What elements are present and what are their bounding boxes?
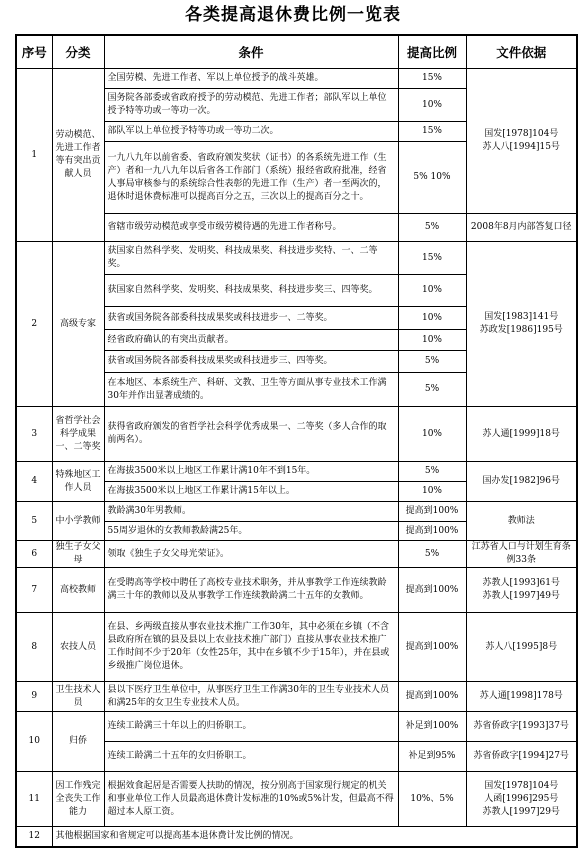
category-cell: 特殊地区工作人员 [52,462,104,502]
category-cell: 独生子女父母 [52,541,104,568]
row-number: 3 [16,407,52,462]
ratio-cell: 提高到100% [398,522,466,541]
table-row [16,407,577,462]
condition-cell: 部队军以上单位授予特等功或一等功二次。 [104,122,398,142]
note-cell: 其他根据国家和省规定可以提高基本退休费计发比例的情况。 [52,827,577,847]
document-line: 苏教人[1997]29号 [482,806,560,817]
category-cell: 因工作残完全丧失工作能力 [52,772,104,827]
document-line: 国发[1978]104号 [484,780,559,791]
category-cell: 高校教师 [52,568,104,613]
row-number: 6 [16,541,52,568]
condition-cell: 获国家自然科学奖、发明奖、科技成果奖、科技进步奖三、四等奖。 [104,275,398,307]
condition-cell: 连续工龄满三十年以上的归侨职工。 [104,712,398,742]
condition-cell: 获省或国务院各部委科技成果奖或科技进步一、二等奖。 [104,307,398,330]
document-cell: 苏省侨政字[1993]37号 [466,712,577,742]
row-number: 2 [16,242,52,407]
ratio-cell: 提高到100% [398,682,466,712]
document-cell [466,69,577,214]
condition-cell: 获省或国务院各部委科技成果奖或科技进步三、四等奖。 [104,351,398,373]
header-row [16,35,577,69]
table-row [16,568,577,613]
document-cell: 苏人八[1995]8号 [466,613,577,682]
condition-cell: 在海拔3500米以上地区工作累计满10年不到15年。 [104,462,398,482]
condition-cell: 连续工龄满二十五年的女归侨职工。 [104,742,398,772]
document-cell [466,242,577,407]
document-cell: 苏省侨政字[1994]27号 [466,742,577,772]
document-line: 苏人八[1994]15号 [482,142,560,152]
table-row [16,541,577,568]
ratio-cell: 补足到95% [398,742,466,772]
condition-cell: 根据效食起居是否需要人扶助的情况，按分别高于国家现行规定的机关和事业单位工作人员最高退休费计发标准的10%或5%计发，但最高不得超过本人原工资。 [104,772,398,827]
row-number: 1 [16,69,52,242]
document-line: 苏教人[1997]49号 [482,591,560,601]
ratio-cell: 10% [398,330,466,351]
table-row [16,772,577,827]
condition-cell: 领取《独生子女父母光荣证》。 [104,541,398,568]
document-cell: 2008年8月内部答复口径 [466,214,577,242]
document-cell: 苏人通[1999]18号 [466,407,577,462]
ratio-cell: 10% [398,307,466,330]
ratio-cell: 提高到100% [398,502,466,522]
row-number: 9 [16,682,52,712]
document-cell: 江苏省人口与计划生育条例33条 [466,541,577,568]
row-number: 12 [16,827,52,847]
ratio-cell: 10%、5% [398,772,466,827]
ratio-cell: 5% [398,373,466,407]
document-cell: 教师法 [466,502,577,541]
condition-cell: 获国家自然科学奖、发明奖、科技成果奖、科技进步奖特、一、二等奖。 [104,242,398,275]
row-number: 4 [16,462,52,502]
header-condition: 条件 [104,35,398,69]
category-cell: 中小学教师 [52,502,104,541]
condition-cell: 在受聘高等学校中聘任了高校专业技术职务，并从事教学工作连续教龄满三十年的教师以及从事教学工作连续教龄满二十五年的女教师。 [104,568,398,613]
ratio-cell: 5% [398,351,466,373]
condition-cell: 在海拔3500米以上地区工作累计满15年以上。 [104,482,398,502]
condition-cell: 国务院各部委或省政府授予的劳动模范、先进工作者；部队军以上单位授予特等功或一等功一次。 [104,89,398,122]
condition-cell: 在本地区、本系统生产、科研、文教、卫生等方面从事专业技术工作满30年并作出显著成绩的。 [104,373,398,407]
table-row [16,502,577,522]
document-cell [466,568,577,613]
table-row [16,827,577,847]
table-row [16,462,577,482]
row-number: 7 [16,568,52,613]
row-number: 5 [16,502,52,541]
table-row [16,69,577,89]
category-cell: 归侨 [52,712,104,772]
row-number: 11 [16,772,52,827]
ratio-cell: 5% [398,462,466,482]
row-number: 8 [16,613,52,682]
condition-cell: 教龄满30年男教师。 [104,502,398,522]
condition-cell: 省辖市级劳动模范或享受市级劳模待遇的先进工作者称号。 [104,214,398,242]
ratio-cell: 15% [398,69,466,89]
ratio-cell: 15% [398,242,466,275]
document-line: 国发[1983]141号 [484,312,559,322]
condition-cell: 县以下医疗卫生单位中，从事医疗卫生工作满30年的卫生专业技术人员和满25年的女卫生专业技术人员。 [104,682,398,712]
ratio-cell: 5% [398,214,466,242]
document-cell [466,772,577,827]
table-row [16,682,577,712]
ratio-cell: 10% [398,275,466,307]
table-row [16,712,577,742]
condition-cell: 经省政府确认的有突出贡献者。 [104,330,398,351]
header-document: 文件依据 [466,35,577,69]
document-cell: 国办发[1982]96号 [466,462,577,502]
ratio-cell: 补足到100% [398,712,466,742]
row-number: 10 [16,712,52,772]
header-ratio: 提高比例 [398,35,466,69]
ratio-cell: 10% [398,407,466,462]
page-title: 各类提高退休费比例一览表 [185,5,401,25]
condition-cell: 获得省政府颁发的省哲学社会科学优秀成果一、二等奖（多人合作的取前两名）。 [104,407,398,462]
header-no: 序号 [16,35,52,69]
ratio-cell: 15% [398,122,466,142]
ratio-cell: 10% [398,89,466,122]
document-line: 人函[1996]295号 [484,793,559,804]
category-cell: 省哲学社会科学成果一、二等奖 [52,407,104,462]
ratio-cell: 5% [398,541,466,568]
category-cell: 卫生技术人员 [52,682,104,712]
category-cell: 农技人员 [52,613,104,682]
condition-cell: 在县、乡两级直接从事农业技术推广工作30年，其中必须在乡镇（不含县政府所在镇的县及县以上农业技术推广部门）直接从事农业技术推广工作时间不少于20年（女性25年，其中在乡镇不少于15年），并在县或乡级推广岗位退休。 [104,613,398,682]
category-cell: 高级专家 [52,242,104,407]
document-cell: 苏人通[1998]178号 [466,682,577,712]
header-category: 分类 [52,35,104,69]
document-line: 苏政发[1986]195号 [479,325,563,335]
ratio-cell: 10% [398,482,466,502]
table-row [16,242,577,275]
condition-cell: 55周岁退休的女教师教龄满25年。 [104,522,398,541]
document-line: 国发[1978]104号 [484,129,559,139]
category-cell: 劳动模范、先进工作者等有突出贡献人员 [52,69,104,242]
ratio-cell: 提高到100% [398,568,466,613]
ratio-table [15,34,578,848]
condition-cell: 全国劳模、先进工作者、军以上单位授予的战斗英雄。 [104,69,398,89]
condition-cell: 一九八九年以前省委、省政府颁发奖状（证书）的各系统先进工作（生产）者和一九八九年以后省各工作部门（系统）报经省政府批准，经省人事局审核参与的系统综合性表彰的先进工作（生产）者一至两次的，退休时退休费标准可以提高百分之五，三次以上的提高百分之十。 [104,142,398,214]
document-line: 苏教人[1993]61号 [482,578,560,588]
ratio-cell: 5% 10% [398,142,466,214]
ratio-cell: 提高到100% [398,613,466,682]
table-row [16,613,577,682]
